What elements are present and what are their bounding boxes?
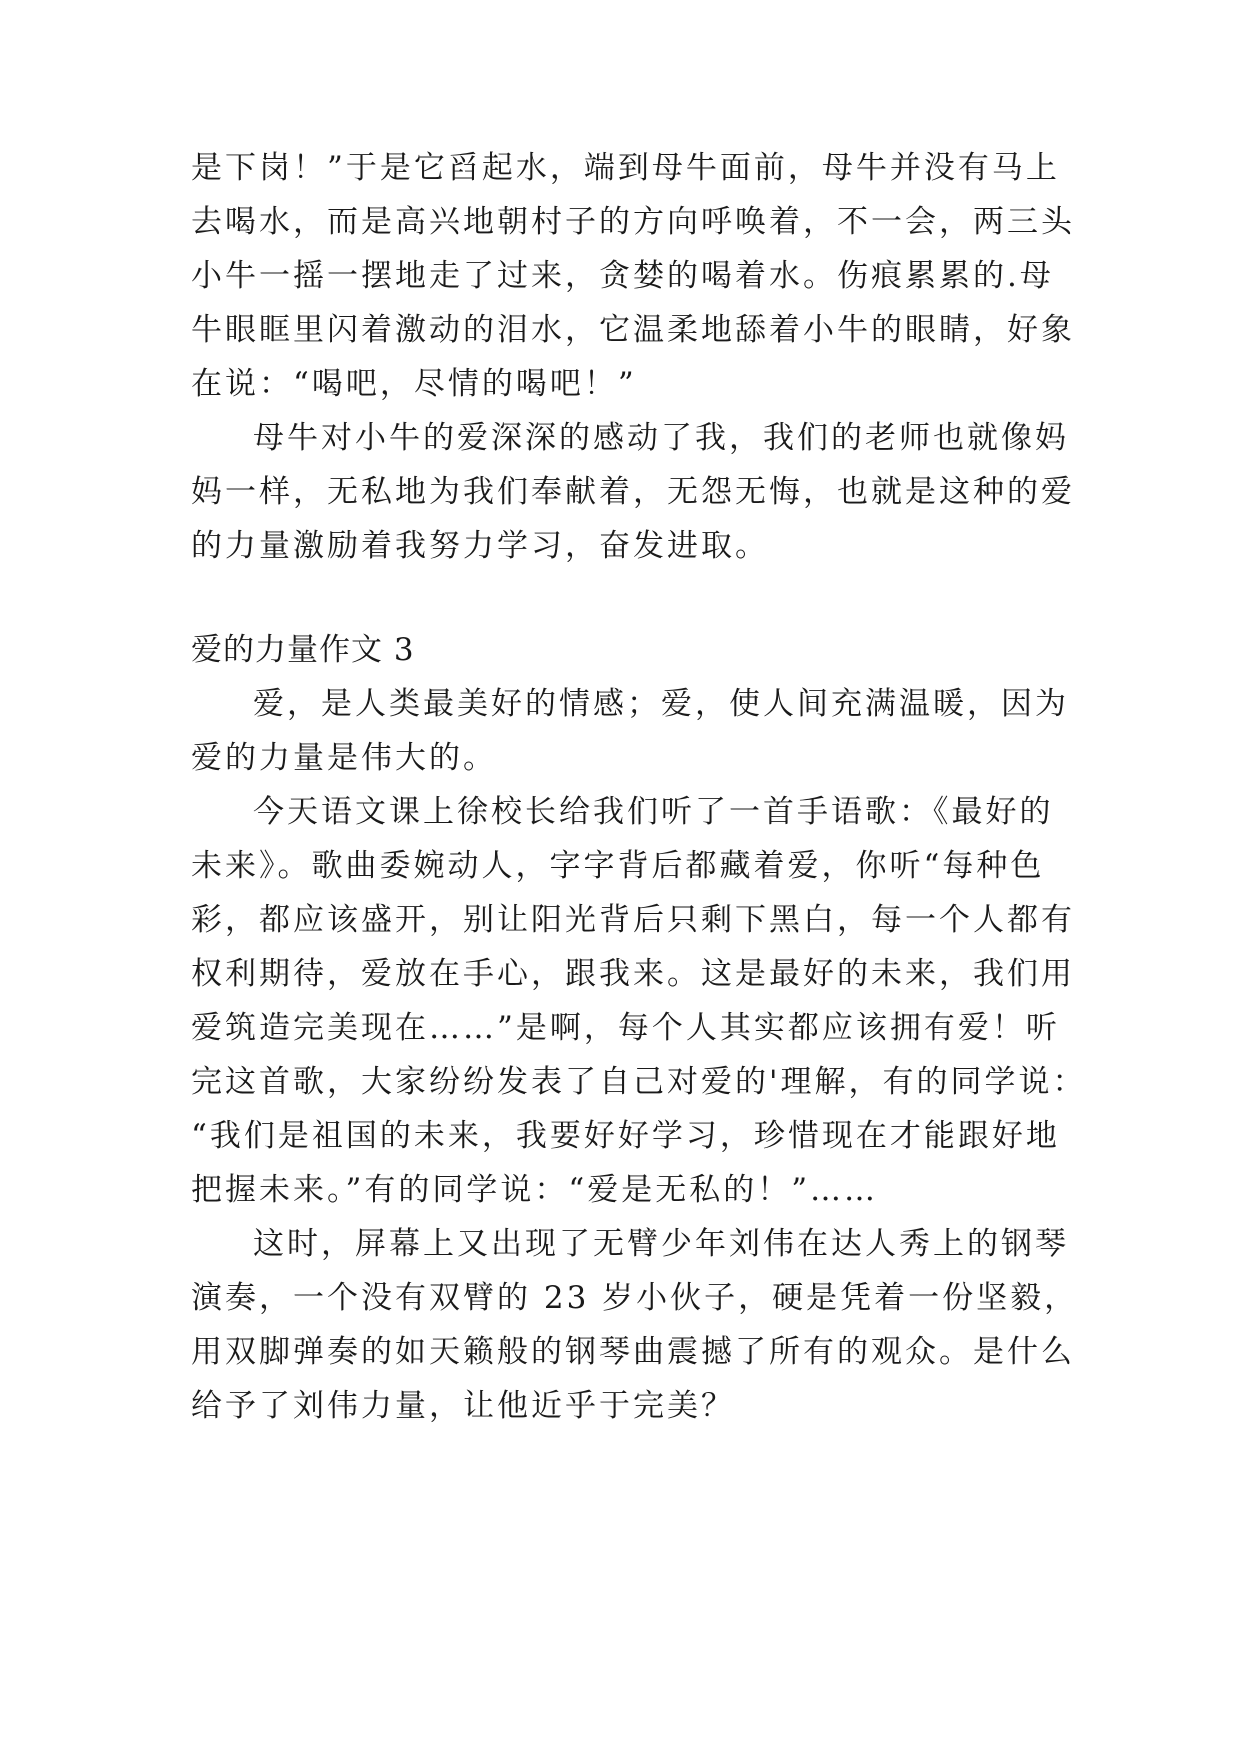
text-line: 妈一样，无私地为我们奉献着，无怨无悔，也就是这种的爱 bbox=[191, 474, 1075, 510]
text-line: 是下岗！”于是它舀起水，端到母牛面前，母牛并没有马上 bbox=[191, 150, 1060, 186]
text-line: 的力量激励着我努力学习，奋发进取。 bbox=[191, 528, 769, 564]
text-line: 牛眼眶里闪着激动的泪水，它温柔地舔着小牛的眼睛，好象 bbox=[191, 312, 1075, 348]
text-line: 把握未来。”有的同学说：“爱是无私的！”…… bbox=[191, 1172, 879, 1208]
text-line: 完这首歌，大家纷纷发表了自己对爱的'理解，有的同学说： bbox=[191, 1064, 1087, 1100]
text-line: 给予了刘伟力量，让他近乎于完美？ bbox=[191, 1388, 735, 1424]
text-line: 在说：“喝吧，尽情的喝吧！” bbox=[191, 366, 637, 402]
text-line: 母牛对小牛的爱深深的感动了我，我们的老师也就像妈 bbox=[253, 420, 1069, 456]
text-line: 爱筑造完美现在……”是啊，每个人其实都应该拥有爱！听 bbox=[191, 1010, 1060, 1046]
text-line: 小牛一摇一摆地走了过来，贪婪的喝着水。伤痕累累的.母 bbox=[191, 258, 1054, 294]
text-line: 爱的力量是伟大的。 bbox=[191, 740, 497, 776]
text-line: 未来》。歌曲委婉动人，字字背后都藏着爱，你听“每种色 bbox=[191, 848, 1045, 884]
text-line: 这时，屏幕上又出现了无臂少年刘伟在达人秀上的钢琴 bbox=[253, 1226, 1069, 1262]
text-line: 用双脚弹奏的如天籁般的钢琴曲震撼了所有的观众。是什么 bbox=[191, 1334, 1075, 1370]
text-line: 去喝水，而是高兴地朝村子的方向呼唤着，不一会，两三头 bbox=[191, 204, 1075, 240]
text-line: 彩，都应该盛开，别让阳光背后只剩下黑白，每一个人都有 bbox=[191, 902, 1075, 938]
text-line: 演奏，一个没有双臂的 23 岁小伙子，硬是凭着一份坚毅， bbox=[191, 1280, 1079, 1316]
text-line: 爱，是人类最美好的情感；爱，使人间充满温暖，因为 bbox=[253, 686, 1069, 722]
essay-heading: 爱的力量作文 3 bbox=[191, 632, 415, 668]
text-line: “我们是祖国的未来，我要好好学习，珍惜现在才能跟好地 bbox=[191, 1118, 1060, 1154]
text-line: 权利期待，爱放在手心，跟我来。这是最好的未来，我们用 bbox=[191, 956, 1075, 992]
text-line: 今天语文课上徐校长给我们听了一首手语歌：《最好的 bbox=[253, 794, 1054, 830]
